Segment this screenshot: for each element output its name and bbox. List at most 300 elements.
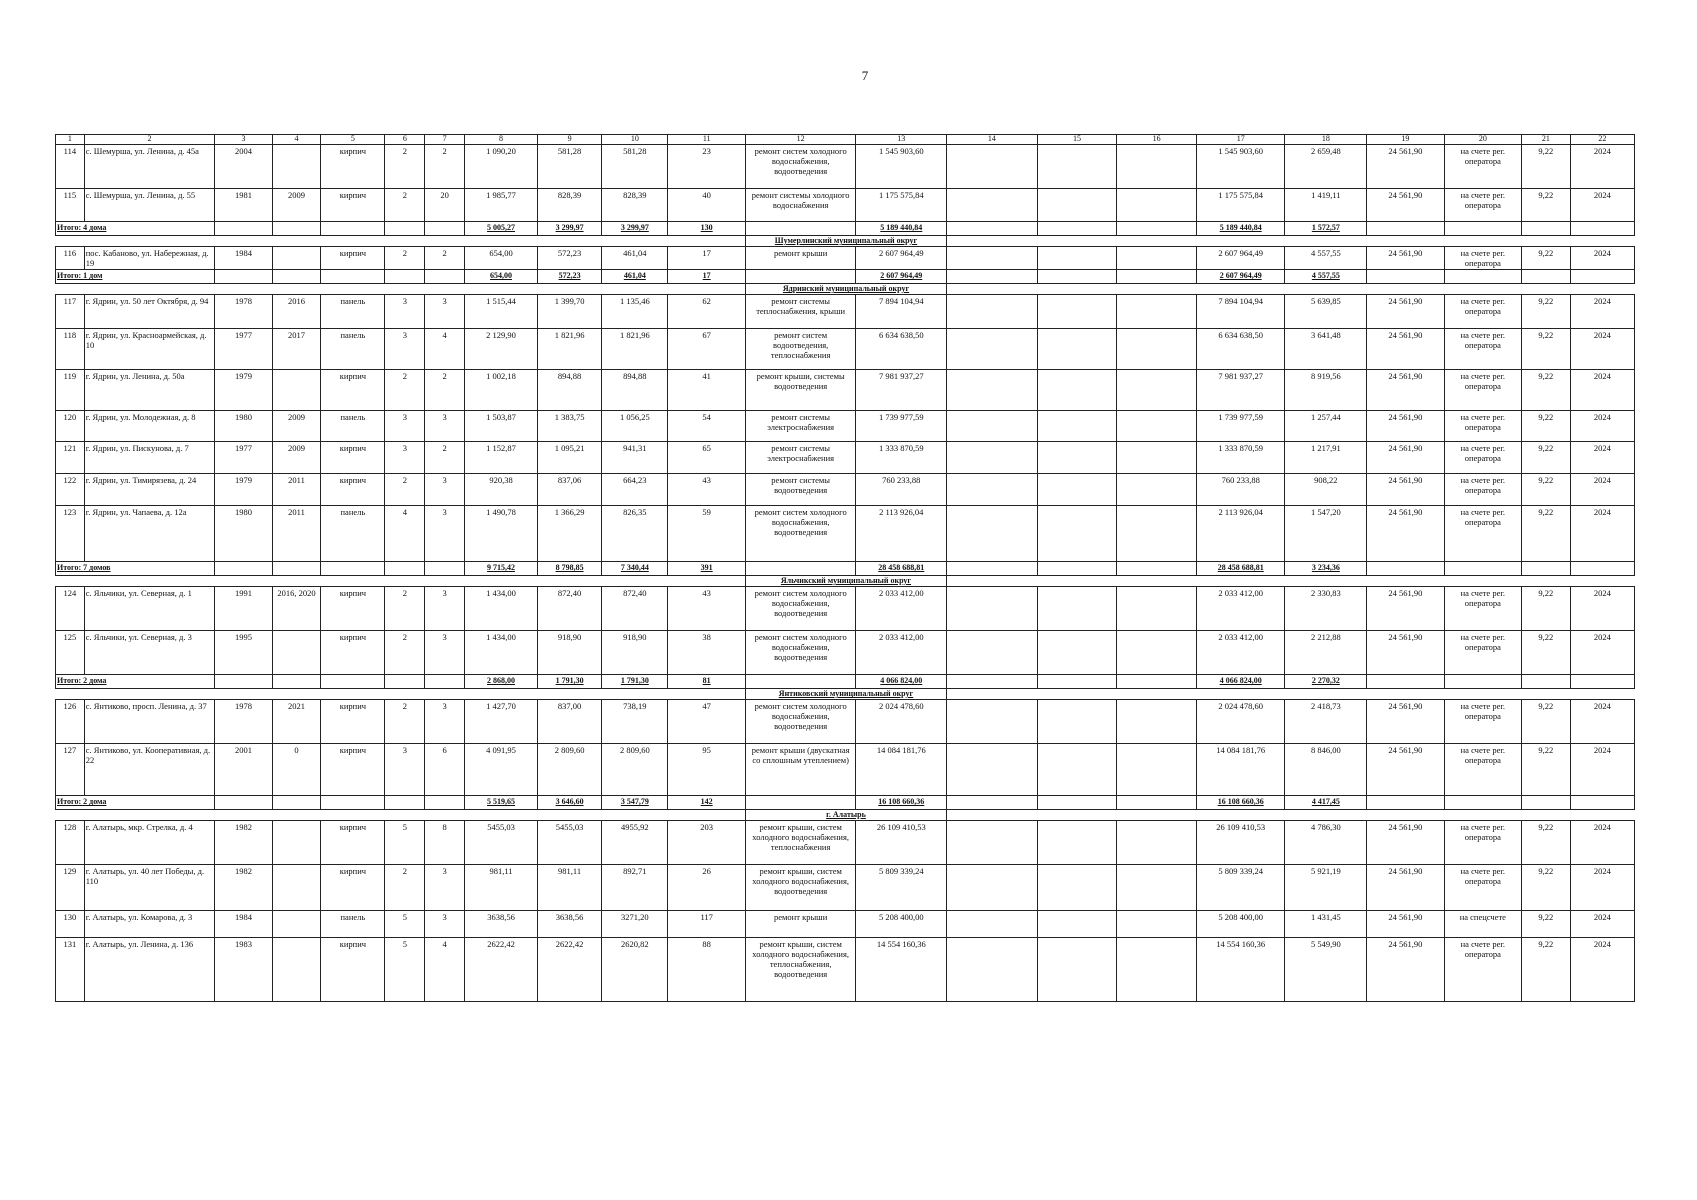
cell-c6: 3 bbox=[385, 411, 425, 442]
cell-c20: на счете рег. оператора bbox=[1444, 189, 1521, 222]
cell-c9: 2622,42 bbox=[538, 938, 602, 1002]
column-number-cell: 20 bbox=[1444, 135, 1521, 145]
page-number: 7 bbox=[861, 68, 869, 83]
cell-c22: 2024 bbox=[1570, 370, 1634, 411]
cell-c3 bbox=[215, 222, 272, 236]
cell-c18: 4 417,45 bbox=[1285, 796, 1367, 810]
cell-c20: на спецсчете bbox=[1444, 911, 1521, 938]
cell-c5: кирпич bbox=[321, 442, 385, 474]
district-name: г. Алатырь bbox=[745, 810, 946, 821]
district-name: Ядринский муниципальный округ bbox=[745, 284, 946, 295]
cell-c13: 2 033 412,00 bbox=[856, 631, 947, 675]
cell-c10: 892,71 bbox=[602, 865, 668, 911]
house-row bbox=[56, 247, 1635, 270]
cell-c19: 24 561,90 bbox=[1367, 865, 1444, 911]
column-number-cell: 13 bbox=[856, 135, 947, 145]
cell-c17: 7 981 937,27 bbox=[1196, 370, 1284, 411]
house-row bbox=[56, 370, 1635, 411]
cell-c17: 4 066 824,00 bbox=[1196, 675, 1284, 689]
district-spacer bbox=[947, 689, 1635, 700]
cell-c6: 2 bbox=[385, 370, 425, 411]
cell-c5: кирпич bbox=[321, 189, 385, 222]
cell-c20: на счете рег. оператора bbox=[1444, 587, 1521, 631]
cell-c6: 2 bbox=[385, 189, 425, 222]
cell-c8: 5 005,27 bbox=[465, 222, 538, 236]
cell-c5: кирпич bbox=[321, 145, 385, 189]
cell-c8: 1 490,78 bbox=[465, 506, 538, 562]
cell-c4 bbox=[272, 562, 321, 576]
cell-c15 bbox=[1037, 270, 1117, 284]
cell-c8: 1 152,87 bbox=[465, 442, 538, 474]
cell-c3: 1995 bbox=[215, 631, 272, 675]
cell-c4: 2011 bbox=[272, 506, 321, 562]
cell-c18: 2 330,83 bbox=[1285, 587, 1367, 631]
house-row bbox=[56, 865, 1635, 911]
cell-c12: ремонт крыши, систем холодного водоснабжения, теплоснабжения bbox=[745, 821, 856, 865]
cell-c16 bbox=[1117, 911, 1197, 938]
cell-c21: 9,22 bbox=[1522, 474, 1571, 506]
cell-c3: 1978 bbox=[215, 700, 272, 744]
cell-c14 bbox=[947, 329, 1038, 370]
cell-c13: 5 809 339,24 bbox=[856, 865, 947, 911]
cell-c3: 1980 bbox=[215, 411, 272, 442]
cell-c4 bbox=[272, 675, 321, 689]
address-cell: г. Ядрин, ул. Красноармейская, д. 10 bbox=[84, 329, 214, 370]
column-number-cell: 7 bbox=[425, 135, 465, 145]
cell-c12 bbox=[745, 562, 856, 576]
cell-c3: 1984 bbox=[215, 247, 272, 270]
row-number-cell: 123 bbox=[56, 506, 85, 562]
cell-c7: 4 bbox=[425, 329, 465, 370]
cell-c18: 4 557,55 bbox=[1285, 247, 1367, 270]
address-cell: г. Алатырь, мкр. Стрелка, д. 4 bbox=[84, 821, 214, 865]
cell-c20 bbox=[1444, 222, 1521, 236]
cell-c20: на счете рег. оператора bbox=[1444, 700, 1521, 744]
cell-c12: ремонт систем водоотведения, теплоснабжения bbox=[745, 329, 856, 370]
cell-c9: 981,11 bbox=[538, 865, 602, 911]
cell-c17: 1 545 903,60 bbox=[1196, 145, 1284, 189]
cell-c15 bbox=[1037, 189, 1117, 222]
house-row bbox=[56, 329, 1635, 370]
cell-c21: 9,22 bbox=[1522, 911, 1571, 938]
cell-c21 bbox=[1522, 675, 1571, 689]
cell-c4 bbox=[272, 145, 321, 189]
cell-c6: 2 bbox=[385, 631, 425, 675]
cell-c18: 3 234,36 bbox=[1285, 562, 1367, 576]
cell-c17: 760 233,88 bbox=[1196, 474, 1284, 506]
cell-c19 bbox=[1367, 222, 1444, 236]
row-number-cell: 117 bbox=[56, 295, 85, 329]
house-row bbox=[56, 442, 1635, 474]
cell-c6: 5 bbox=[385, 911, 425, 938]
row-number-cell: 126 bbox=[56, 700, 85, 744]
cell-c19: 24 561,90 bbox=[1367, 329, 1444, 370]
cell-c11: 17 bbox=[668, 270, 745, 284]
cell-c19 bbox=[1367, 562, 1444, 576]
cell-c10: 461,04 bbox=[602, 270, 668, 284]
cell-c16 bbox=[1117, 675, 1197, 689]
cell-c17: 7 894 104,94 bbox=[1196, 295, 1284, 329]
cell-c8: 1 434,00 bbox=[465, 587, 538, 631]
cell-c7: 3 bbox=[425, 700, 465, 744]
column-number-cell: 17 bbox=[1196, 135, 1284, 145]
cell-c12 bbox=[745, 796, 856, 810]
row-number-cell: 130 bbox=[56, 911, 85, 938]
cell-c20: на счете рег. оператора bbox=[1444, 295, 1521, 329]
cell-c13: 14 554 160,36 bbox=[856, 938, 947, 1002]
house-row bbox=[56, 145, 1635, 189]
cell-c19 bbox=[1367, 270, 1444, 284]
cell-c15 bbox=[1037, 700, 1117, 744]
district-spacer bbox=[947, 810, 1635, 821]
column-number-cell: 14 bbox=[947, 135, 1038, 145]
cell-c12: ремонт систем холодного водоснабжения, водоотведения bbox=[745, 145, 856, 189]
cell-c12 bbox=[745, 675, 856, 689]
cell-c20: на счете рег. оператора bbox=[1444, 744, 1521, 796]
cell-c9: 5455,03 bbox=[538, 821, 602, 865]
cell-c5: панель bbox=[321, 295, 385, 329]
cell-c21 bbox=[1522, 562, 1571, 576]
cell-c13: 7 894 104,94 bbox=[856, 295, 947, 329]
cell-c22: 2024 bbox=[1570, 938, 1634, 1002]
cell-c13: 1 739 977,59 bbox=[856, 411, 947, 442]
cell-c10: 664,23 bbox=[602, 474, 668, 506]
cell-c13: 1 175 575,84 bbox=[856, 189, 947, 222]
cell-c15 bbox=[1037, 506, 1117, 562]
cell-c7 bbox=[425, 270, 465, 284]
cell-c15 bbox=[1037, 675, 1117, 689]
address-cell: г. Ядрин, ул. Чапаева, д. 12а bbox=[84, 506, 214, 562]
cell-c7: 2 bbox=[425, 145, 465, 189]
cell-c8: 2 129,90 bbox=[465, 329, 538, 370]
cell-c10: 828,39 bbox=[602, 189, 668, 222]
column-number-cell: 2 bbox=[84, 135, 214, 145]
cell-c9: 1 366,29 bbox=[538, 506, 602, 562]
cell-c8: 1 515,44 bbox=[465, 295, 538, 329]
cell-c19: 24 561,90 bbox=[1367, 938, 1444, 1002]
cell-c14 bbox=[947, 700, 1038, 744]
cell-c7: 20 bbox=[425, 189, 465, 222]
row-number-cell: 131 bbox=[56, 938, 85, 1002]
total-row bbox=[56, 796, 1635, 810]
address-cell: г. Ядрин, ул. Молодежная, д. 8 bbox=[84, 411, 214, 442]
cell-c18: 1 217,91 bbox=[1285, 442, 1367, 474]
cell-c6: 2 bbox=[385, 247, 425, 270]
cell-c16 bbox=[1117, 370, 1197, 411]
cell-c22: 2024 bbox=[1570, 911, 1634, 938]
cell-c7 bbox=[425, 675, 465, 689]
cell-c3: 1981 bbox=[215, 189, 272, 222]
cell-c14 bbox=[947, 411, 1038, 442]
cell-c16 bbox=[1117, 744, 1197, 796]
cell-c6 bbox=[385, 796, 425, 810]
cell-c15 bbox=[1037, 938, 1117, 1002]
cell-c11: 142 bbox=[668, 796, 745, 810]
cell-c19: 24 561,90 bbox=[1367, 411, 1444, 442]
cell-c9: 828,39 bbox=[538, 189, 602, 222]
column-number-cell: 1 bbox=[56, 135, 85, 145]
cell-c15 bbox=[1037, 796, 1117, 810]
cell-c11: 59 bbox=[668, 506, 745, 562]
cell-c15 bbox=[1037, 562, 1117, 576]
cell-c18: 4 557,55 bbox=[1285, 270, 1367, 284]
cell-c17: 2 024 478,60 bbox=[1196, 700, 1284, 744]
cell-c7: 2 bbox=[425, 370, 465, 411]
cell-c8: 920,38 bbox=[465, 474, 538, 506]
cell-c7 bbox=[425, 222, 465, 236]
cell-c11: 43 bbox=[668, 587, 745, 631]
cell-c6: 2 bbox=[385, 145, 425, 189]
cell-c18: 5 549,90 bbox=[1285, 938, 1367, 1002]
cell-c3: 1977 bbox=[215, 442, 272, 474]
cell-c17: 28 458 688,81 bbox=[1196, 562, 1284, 576]
cell-c22: 2024 bbox=[1570, 442, 1634, 474]
column-number-cell: 11 bbox=[668, 135, 745, 145]
cell-c9: 572,23 bbox=[538, 247, 602, 270]
cell-c13: 1 333 870,59 bbox=[856, 442, 947, 474]
cell-c11: 67 bbox=[668, 329, 745, 370]
cell-c12 bbox=[745, 270, 856, 284]
cell-c17: 1 739 977,59 bbox=[1196, 411, 1284, 442]
district-name: Янтиковский муниципальный округ bbox=[745, 689, 946, 700]
cell-c12: ремонт системы электроснабжения bbox=[745, 442, 856, 474]
cell-c22: 2024 bbox=[1570, 506, 1634, 562]
cell-c17: 1 175 575,84 bbox=[1196, 189, 1284, 222]
cell-c7: 2 bbox=[425, 247, 465, 270]
cell-c10: 826,35 bbox=[602, 506, 668, 562]
cell-c17: 5 189 440,84 bbox=[1196, 222, 1284, 236]
cell-c3: 1977 bbox=[215, 329, 272, 370]
cell-c19: 24 561,90 bbox=[1367, 744, 1444, 796]
cell-c7: 6 bbox=[425, 744, 465, 796]
address-cell: г. Алатырь, ул. 40 лет Победы, д. 110 bbox=[84, 865, 214, 911]
cell-c22: 2024 bbox=[1570, 411, 1634, 442]
cell-c9: 1 791,30 bbox=[538, 675, 602, 689]
cell-c9: 2 809,60 bbox=[538, 744, 602, 796]
column-number-cell: 9 bbox=[538, 135, 602, 145]
cell-c21: 9,22 bbox=[1522, 821, 1571, 865]
cell-c15 bbox=[1037, 587, 1117, 631]
cell-c21 bbox=[1522, 222, 1571, 236]
cell-c6: 4 bbox=[385, 506, 425, 562]
cell-c20: на счете рег. оператора bbox=[1444, 145, 1521, 189]
cell-c5 bbox=[321, 675, 385, 689]
cell-c5: кирпич bbox=[321, 474, 385, 506]
cell-c12: ремонт систем холодного водоснабжения, водоотведения bbox=[745, 587, 856, 631]
cell-c6 bbox=[385, 675, 425, 689]
cell-c14 bbox=[947, 474, 1038, 506]
cell-c7: 3 bbox=[425, 587, 465, 631]
cell-c17: 2 607 964,49 bbox=[1196, 270, 1284, 284]
column-number-row bbox=[56, 135, 1635, 145]
cell-c17: 2 033 412,00 bbox=[1196, 631, 1284, 675]
house-row bbox=[56, 911, 1635, 938]
district-row bbox=[56, 810, 1635, 821]
cell-c13: 1 545 903,60 bbox=[856, 145, 947, 189]
cell-c22: 2024 bbox=[1570, 247, 1634, 270]
row-number-cell: 127 bbox=[56, 744, 85, 796]
cell-c11: 41 bbox=[668, 370, 745, 411]
cell-c10: 1 821,96 bbox=[602, 329, 668, 370]
cell-c5 bbox=[321, 562, 385, 576]
district-spacer bbox=[56, 689, 746, 700]
cell-c17: 2 113 926,04 bbox=[1196, 506, 1284, 562]
cell-c8: 654,00 bbox=[465, 270, 538, 284]
cell-c19: 24 561,90 bbox=[1367, 911, 1444, 938]
cell-c4 bbox=[272, 796, 321, 810]
cell-c22 bbox=[1570, 270, 1634, 284]
cell-c8: 3638,56 bbox=[465, 911, 538, 938]
cell-c10: 3271,20 bbox=[602, 911, 668, 938]
cell-c19: 24 561,90 bbox=[1367, 821, 1444, 865]
cell-c9: 837,06 bbox=[538, 474, 602, 506]
cell-c15 bbox=[1037, 474, 1117, 506]
cell-c10: 1 135,46 bbox=[602, 295, 668, 329]
cell-c6: 2 bbox=[385, 865, 425, 911]
cell-c16 bbox=[1117, 631, 1197, 675]
cell-c16 bbox=[1117, 938, 1197, 1002]
cell-c7: 3 bbox=[425, 411, 465, 442]
cell-c18: 908,22 bbox=[1285, 474, 1367, 506]
cell-c7: 3 bbox=[425, 631, 465, 675]
cell-c20: на счете рег. оператора bbox=[1444, 938, 1521, 1002]
cell-c8: 5455,03 bbox=[465, 821, 538, 865]
cell-c14 bbox=[947, 506, 1038, 562]
cell-c17: 2 607 964,49 bbox=[1196, 247, 1284, 270]
cell-c3: 2001 bbox=[215, 744, 272, 796]
cell-c12: ремонт систем холодного водоснабжения, водоотведения bbox=[745, 506, 856, 562]
cell-c14 bbox=[947, 189, 1038, 222]
cell-c3: 1979 bbox=[215, 370, 272, 411]
total-row bbox=[56, 270, 1635, 284]
cell-c5 bbox=[321, 222, 385, 236]
cell-c12: ремонт крыши, систем холодного водоснабжения, теплоснабжения, водоотведения bbox=[745, 938, 856, 1002]
cell-c11: 47 bbox=[668, 700, 745, 744]
cell-c17: 5 208 400,00 bbox=[1196, 911, 1284, 938]
address-cell: г. Ядрин, ул. 50 лет Октября, д. 94 bbox=[84, 295, 214, 329]
cell-c11: 391 bbox=[668, 562, 745, 576]
cell-c7: 2 bbox=[425, 442, 465, 474]
cell-c22: 2024 bbox=[1570, 189, 1634, 222]
cell-c3 bbox=[215, 675, 272, 689]
address-cell: г. Ядрин, ул. Пискунова, д. 7 bbox=[84, 442, 214, 474]
cell-c5: кирпич bbox=[321, 865, 385, 911]
cell-c4 bbox=[272, 821, 321, 865]
house-row bbox=[56, 631, 1635, 675]
address-cell: с. Яльчики, ул. Северная, д. 1 bbox=[84, 587, 214, 631]
address-cell: с. Яльчики, ул. Северная, д. 3 bbox=[84, 631, 214, 675]
row-number-cell: 128 bbox=[56, 821, 85, 865]
cell-c18: 1 547,20 bbox=[1285, 506, 1367, 562]
cell-c19: 24 561,90 bbox=[1367, 506, 1444, 562]
cell-c8: 1 427,70 bbox=[465, 700, 538, 744]
cell-c22 bbox=[1570, 562, 1634, 576]
cell-c12: ремонт систем холодного водоснабжения, водоотведения bbox=[745, 700, 856, 744]
cell-c7 bbox=[425, 796, 465, 810]
address-cell: пос. Кабаново, ул. Набережная, д. 19 bbox=[84, 247, 214, 270]
cell-c16 bbox=[1117, 442, 1197, 474]
district-row bbox=[56, 236, 1635, 247]
cell-c22: 2024 bbox=[1570, 329, 1634, 370]
total-label: Итого: 2 дома bbox=[56, 796, 215, 810]
cell-c7 bbox=[425, 562, 465, 576]
cell-c10: 4955,92 bbox=[602, 821, 668, 865]
column-number-cell: 19 bbox=[1367, 135, 1444, 145]
cell-c12: ремонт крыши (двускатная со сплошным утеплением) bbox=[745, 744, 856, 796]
cell-c5: кирпич bbox=[321, 700, 385, 744]
cell-c15 bbox=[1037, 821, 1117, 865]
cell-c4: 2016, 2020 bbox=[272, 587, 321, 631]
cell-c19: 24 561,90 bbox=[1367, 587, 1444, 631]
column-number-cell: 16 bbox=[1117, 135, 1197, 145]
cell-c3: 1979 bbox=[215, 474, 272, 506]
column-number-cell: 5 bbox=[321, 135, 385, 145]
cell-c22: 2024 bbox=[1570, 631, 1634, 675]
cell-c4 bbox=[272, 911, 321, 938]
cell-c9: 1 383,75 bbox=[538, 411, 602, 442]
cell-c15 bbox=[1037, 411, 1117, 442]
cell-c22 bbox=[1570, 222, 1634, 236]
cell-c8: 1 503,87 bbox=[465, 411, 538, 442]
cell-c5: кирпич bbox=[321, 631, 385, 675]
cell-c14 bbox=[947, 370, 1038, 411]
cell-c3: 1982 bbox=[215, 821, 272, 865]
cell-c10: 1 791,30 bbox=[602, 675, 668, 689]
cell-c10: 1 056,25 bbox=[602, 411, 668, 442]
cell-c11: 54 bbox=[668, 411, 745, 442]
district-spacer bbox=[56, 576, 746, 587]
cell-c19: 24 561,90 bbox=[1367, 442, 1444, 474]
cell-c16 bbox=[1117, 700, 1197, 744]
cell-c4: 0 bbox=[272, 744, 321, 796]
cell-c18: 5 921,19 bbox=[1285, 865, 1367, 911]
cell-c6: 2 bbox=[385, 587, 425, 631]
column-number-cell: 12 bbox=[745, 135, 856, 145]
cell-c16 bbox=[1117, 474, 1197, 506]
column-number-cell: 8 bbox=[465, 135, 538, 145]
address-cell: г. Алатырь, ул. Ленина, д. 136 bbox=[84, 938, 214, 1002]
cell-c22 bbox=[1570, 796, 1634, 810]
row-number-cell: 125 bbox=[56, 631, 85, 675]
cell-c4: 2017 bbox=[272, 329, 321, 370]
cell-c9: 1 095,21 bbox=[538, 442, 602, 474]
cell-c16 bbox=[1117, 587, 1197, 631]
cell-c11: 23 bbox=[668, 145, 745, 189]
address-cell: с. Янтиково, ул. Кооперативная, д. 22 bbox=[84, 744, 214, 796]
cell-c14 bbox=[947, 865, 1038, 911]
cell-c22 bbox=[1570, 675, 1634, 689]
cell-c6: 5 bbox=[385, 938, 425, 1002]
cell-c22: 2024 bbox=[1570, 821, 1634, 865]
cell-c14 bbox=[947, 821, 1038, 865]
cell-c21: 9,22 bbox=[1522, 370, 1571, 411]
cell-c6: 3 bbox=[385, 442, 425, 474]
cell-c22: 2024 bbox=[1570, 587, 1634, 631]
cell-c18: 5 639,85 bbox=[1285, 295, 1367, 329]
cell-c6 bbox=[385, 270, 425, 284]
housing-repair-table bbox=[55, 134, 1635, 1002]
district-spacer bbox=[947, 284, 1635, 295]
column-number-cell: 21 bbox=[1522, 135, 1571, 145]
cell-c19: 24 561,90 bbox=[1367, 295, 1444, 329]
cell-c11: 62 bbox=[668, 295, 745, 329]
cell-c11: 81 bbox=[668, 675, 745, 689]
house-row bbox=[56, 189, 1635, 222]
cell-c6: 3 bbox=[385, 329, 425, 370]
cell-c14 bbox=[947, 562, 1038, 576]
cell-c10: 3 299,97 bbox=[602, 222, 668, 236]
cell-c5: кирпич bbox=[321, 370, 385, 411]
